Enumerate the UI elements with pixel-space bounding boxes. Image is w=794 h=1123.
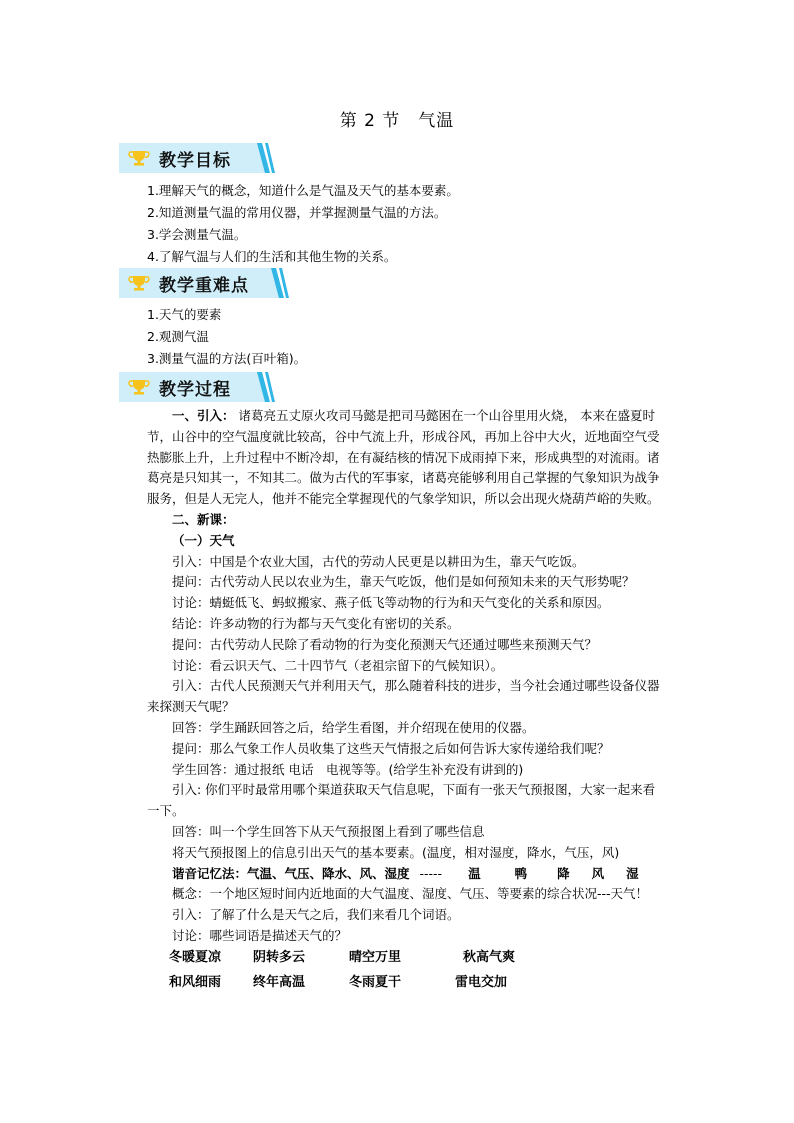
list-item: 2.知道测量气温的常用仪器，并掌握测量气温的方法。 — [147, 205, 447, 220]
mnemonic-char: 温 — [468, 865, 481, 881]
paragraph-line: 引入：了解了什么是天气之后，我们来看几个词语。 — [172, 907, 460, 923]
list-item: 2.观测气温 — [147, 329, 209, 344]
paragraph-line: 讨论：蜻蜓低飞、蚂蚁搬家、燕子低飞等动物的行为和天气变化的关系和原因。 — [172, 595, 610, 611]
paragraph-line: 引入：中国是个农业大国，古代的劳动人民更是以耕田为生，靠天气吃饭。 — [172, 553, 585, 569]
paragraph-line: 引入: 你们平时最常用哪个渠道获取天气信息呢，下面有一张天气预报图，大家一起来看一下。 — [147, 782, 656, 819]
paragraph-line: 引入：古代人民预测天气并利用天气，那么随着科技的进步，当今社会通过哪些设备仪器来探测天气呢？ — [147, 678, 660, 715]
paragraph-line: 将天气预报图上的信息引出天气的基本要素。(温度，相对湿度，降水，气压，风) — [172, 844, 620, 860]
list-item: 4.了解气温与人们的生活和其他生物的关系。 — [147, 249, 397, 264]
key-points-list — [147, 304, 306, 370]
section-banner-process — [119, 372, 275, 402]
paragraph-line: 讨论：哪些词语是描述天气的？ — [172, 927, 348, 943]
section-heading: 教学重难点 — [159, 276, 249, 296]
word-item: 阴转多云 — [253, 949, 306, 965]
goals-list — [147, 180, 459, 268]
page-title: 第 2 节 气温 — [339, 111, 455, 131]
paragraph-line: 提问：古代劳动人民以农业为生，靠天气吃饭，他们是如何预知未来的天气形势呢？ — [172, 574, 635, 590]
paragraph-line: 结论：许多动物的行为都与天气变化有密切的关系。 — [172, 615, 460, 631]
mnemonic-items: 气温、气压、降水、风、湿度 — [247, 865, 410, 881]
paragraph-line: 回答：叫一个学生回答下从天气预报图上看到了哪些信息 — [172, 823, 485, 839]
list-item: 1.理解天气的概念，知道什么是气温及天气的基本要素。 — [147, 183, 459, 198]
paragraph-line: 回答：学生踊跃回答之后，给学生看图，并介绍现在使用的仪器。 — [172, 719, 535, 735]
word-item: 晴空万里 — [349, 949, 402, 965]
paragraph-line: 提问：那么气象工作人员收集了这些天气情报之后如何告诉大家传递给我们呢？ — [172, 740, 610, 756]
intro-label: 一、引入： — [172, 408, 235, 423]
paragraph-line: 学生回答：通过报纸 电话 电视等等。(给学生补充没有讲到的) — [172, 761, 524, 777]
process-body — [147, 406, 667, 993]
section-heading: 教学过程 — [159, 380, 231, 400]
intro-paragraph — [147, 406, 667, 510]
mnemonic-line — [147, 864, 667, 885]
list-item: 1.天气的要素 — [147, 307, 222, 322]
word-item: 终年高温 — [253, 974, 306, 990]
section-heading: 教学目标 — [159, 151, 231, 171]
paragraph-line: 提问：古代劳动人民除了看动物的行为变化预测天气还通过哪些来预测天气？ — [172, 636, 598, 652]
new-lesson-heading: 二、新课： — [172, 511, 235, 527]
mnemonic-char: 降 — [557, 865, 570, 881]
section-banner-key-points — [119, 268, 289, 298]
mnemonic-label: 谐音记忆法： — [172, 865, 248, 881]
mnemonic-char: 风 — [591, 865, 605, 881]
word-item: 秋高气爽 — [463, 949, 516, 965]
concept-line: 概念：一个地区短时间内近地面的大气温度、湿度、气压、等要素的综合状况---天气！ — [172, 886, 649, 902]
paragraph-line: 讨论：看云识天气、二十四节气（老祖宗留下的气候知识）。 — [172, 657, 504, 673]
list-item: 3.学会测量气温。 — [147, 227, 247, 242]
word-row — [147, 973, 667, 994]
mnemonic-char: 湿 — [626, 865, 639, 881]
mnemonic-char: 鸭 — [514, 865, 528, 881]
word-item: 和风细雨 — [169, 974, 222, 990]
word-item: 冬雨夏干 — [349, 974, 402, 990]
section-banner-goals — [119, 143, 275, 173]
word-row — [147, 948, 667, 969]
list-item: 3.测量气温的方法(百叶箱)。 — [147, 351, 307, 366]
intro-text: 诸葛亮五丈原火攻司马懿是把司马懿困在一个山谷里用火烧， 本来在盛夏时节，山谷中的空气温度就比较高，谷中气流上升，形成谷风，再加上谷中大火，近地面空气受热膨胀上升，上升过程中不断冷却，在有凝结核的情况下成雨掉下来，形成典型的对流雨。诸葛亮是只知其一，不知其二。做为古代的军事家，诸葛亮能够利用自己掌握的气象知识为战争服务，但是人无完人，他并不能完全掌握现代的气象学知识，所以会出现火烧葫芦峪的失败。 — [147, 408, 660, 507]
word-item: 冬暖夏凉 — [169, 949, 222, 965]
sub-heading-weather: （一）天气 — [172, 532, 235, 548]
mnemonic-dashes: ----- — [419, 865, 443, 881]
word-item: 雷电交加 — [455, 974, 508, 990]
